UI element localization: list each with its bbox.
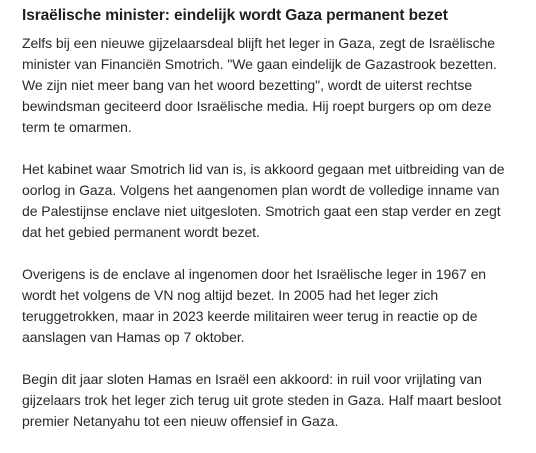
paragraph-line: Zelfs bij een nieuwe gijzelaarsdeal blijft het leger in Gaza, zegt de Israëlische bbox=[22, 35, 495, 51]
paragraph-line: Begin dit jaar sloten Hamas en Israël een akkoord: in ruil voor vrijlating van bbox=[22, 371, 482, 387]
paragraph-line: We zijn niet meer bang van het woord bezetting", wordt de uiterst rechtse bbox=[22, 77, 473, 93]
article-paragraph bbox=[22, 33, 522, 138]
paragraph-line: term te omarmen. bbox=[22, 119, 132, 135]
paragraph-line: bewindsman geciteerd door Israëlische media. Hij roept burgers op om deze bbox=[22, 98, 492, 114]
article-paragraph bbox=[22, 264, 522, 348]
paragraph-line: aanslagen van Hamas op 7 oktober. bbox=[22, 329, 245, 345]
paragraph-line: oorlog in Gaza. Volgens het aangenomen plan wordt de volledige inname van bbox=[22, 182, 500, 198]
article bbox=[22, 0, 522, 453]
article-headline: Israëlische minister: eindelijk wordt Gaza permanent bezet bbox=[22, 7, 448, 24]
paragraph-line: minister van Financiën Smotrich. "We gaan eindelijk de Gazastrook bezetten. bbox=[22, 56, 497, 72]
paragraph-line: de Palestijnse enclave niet uitgesloten. Smotrich gaat een stap verder en zegt bbox=[22, 203, 501, 219]
paragraph-line: premier Netanyahu tot een nieuw offensief in Gaza. bbox=[22, 413, 339, 429]
paragraph-line: gijzelaars trok het leger zich terug uit grote steden in Gaza. Half maart besloot bbox=[22, 392, 502, 408]
paragraph-line: Het kabinet waar Smotrich lid van is, is akkoord gegaan met uitbreiding van de bbox=[22, 161, 505, 177]
article-paragraph bbox=[22, 369, 522, 432]
paragraph-line: dat het gebied permanent wordt bezet. bbox=[22, 224, 260, 240]
article-paragraph bbox=[22, 159, 522, 243]
paragraph-line: wordt het volgens de VN nog altijd bezet. In 2005 had het leger zich bbox=[22, 287, 439, 303]
paragraph-line: Overigens is de enclave al ingenomen door het Israëlische leger in 1967 en bbox=[22, 266, 487, 282]
paragraph-line: teruggetrokken, maar in 2023 keerde militairen weer terug in reactie op de bbox=[22, 308, 478, 324]
